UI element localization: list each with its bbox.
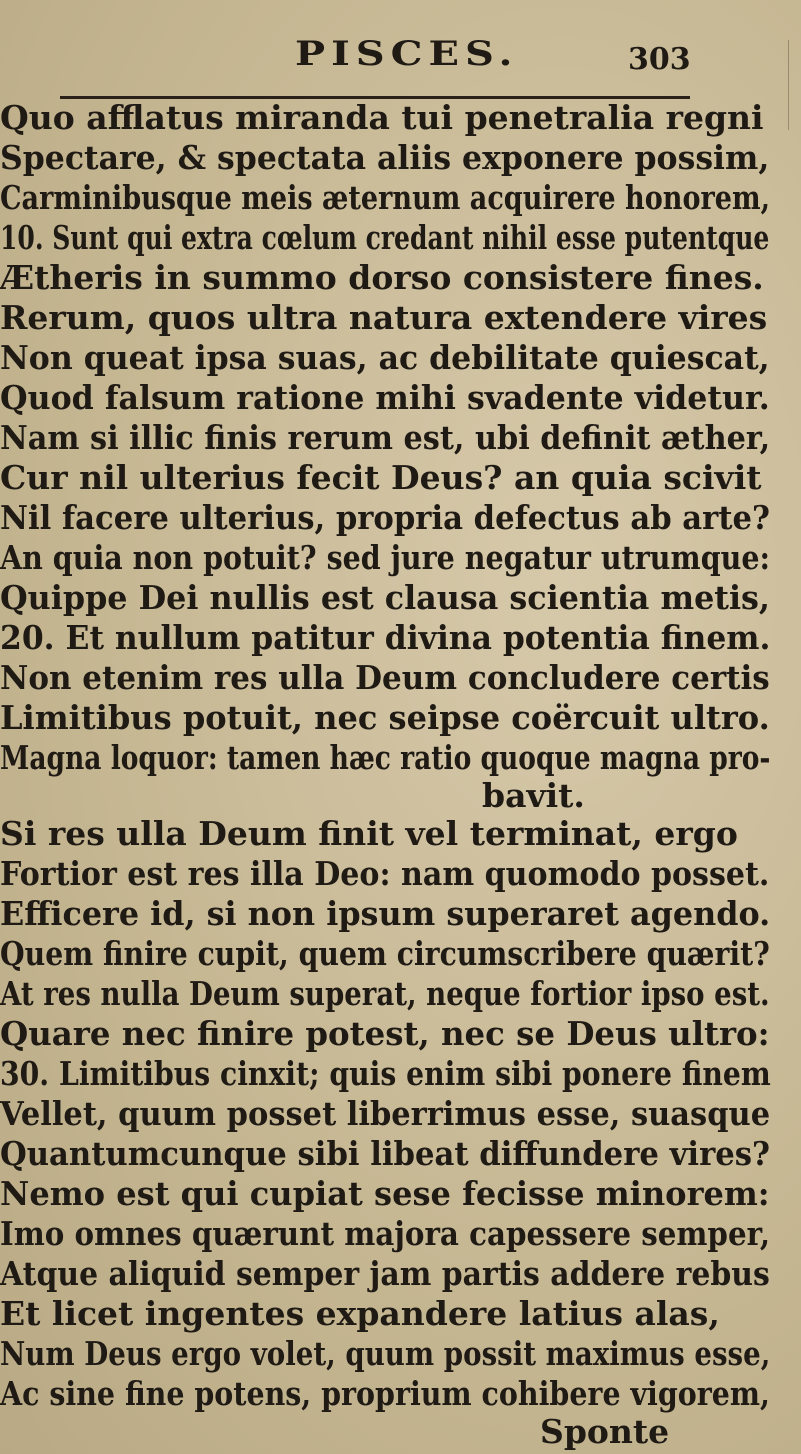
text-line: 10. Sunt qui extra cœlum credant nihil esse putentque bbox=[0, 218, 770, 257]
text-line: Limitibus potuit, nec seipse coërcuit ultro. bbox=[0, 698, 770, 737]
text-line: Ac sine fine potens, proprium cohibere vigorem, bbox=[0, 1374, 770, 1413]
text-line: Efficere id, si non ipsum superaret agendo. bbox=[0, 894, 771, 933]
text-line: Non etenim res ulla Deum concludere certis bbox=[0, 658, 770, 697]
text-line: Quare nec finire potest, nec se Deus ultro: bbox=[0, 1014, 770, 1053]
page-header bbox=[0, 30, 801, 90]
text-line: Cur nil ulterius fecit Deus? an quia scivit bbox=[0, 458, 762, 497]
text-line: Nam si illic finis rerum est, ubi definit æther, bbox=[0, 418, 771, 457]
text-line: Quem finire cupit, quem circumscribere quærit? bbox=[0, 934, 770, 973]
text-line: Non queat ipsa suas, ac debilitate quiescat, bbox=[0, 338, 770, 377]
text-line: Et licet ingentes expandere latius alas, bbox=[0, 1294, 720, 1333]
text-line-continuation: bavit. bbox=[482, 776, 585, 815]
text-line: Atque aliquid semper jam partis addere rebus bbox=[0, 1254, 770, 1293]
catchword: Sponte bbox=[540, 1412, 670, 1451]
text-line: Rerum, quos ultra natura extendere vires bbox=[0, 298, 768, 337]
page-number: 303 bbox=[628, 42, 691, 77]
text-line: Quo afflatus miranda tui penetralia regni bbox=[0, 98, 764, 137]
text-line: Quod falsum ratione mihi svadente videtur. bbox=[0, 378, 770, 417]
text-line: Nil facere ulterius, propria defectus ab arte? bbox=[0, 498, 770, 537]
running-head: PISCES. bbox=[295, 33, 519, 74]
text-line: Fortior est res illa Deo: nam quomodo posset. bbox=[0, 854, 770, 893]
text-line: 20. Et nullum patitur divina potentia finem. bbox=[0, 618, 771, 657]
text-line: Vellet, quum posset liberrimus esse, suasque bbox=[0, 1094, 771, 1133]
text-line: 30. Limitibus cinxit; quis enim sibi ponere finem bbox=[0, 1054, 771, 1093]
text-line: Carminibusque meis æternum acquirere honorem, bbox=[0, 178, 771, 217]
text-line: Spectare, & spectata aliis exponere possim, bbox=[0, 138, 770, 177]
text-line: At res nulla Deum superat, neque fortior ipso est. bbox=[0, 974, 770, 1013]
text-line: Quantumcunque sibi libeat diffundere vires? bbox=[0, 1134, 771, 1173]
text-line: An quia non potuit? sed jure negatur utrumque: bbox=[0, 538, 771, 577]
text-line: Num Deus ergo volet, quum possit maximus esse, bbox=[0, 1334, 771, 1373]
text-line: Ætheris in summo dorso consistere fines. bbox=[0, 258, 764, 297]
text-line: Quippe Dei nullis est clausa scientia metis, bbox=[0, 578, 770, 617]
text-line: Nemo est qui cupiat sese fecisse minorem: bbox=[0, 1174, 770, 1213]
text-line: Si res ulla Deum finit vel terminat, ergo bbox=[0, 814, 738, 853]
text-line: Imo omnes quærunt majora capessere semper, bbox=[0, 1214, 771, 1253]
page-edge-mark bbox=[788, 40, 793, 130]
text-line: Magna loquor: tamen hæc ratio quoque magna pro- bbox=[0, 738, 771, 777]
